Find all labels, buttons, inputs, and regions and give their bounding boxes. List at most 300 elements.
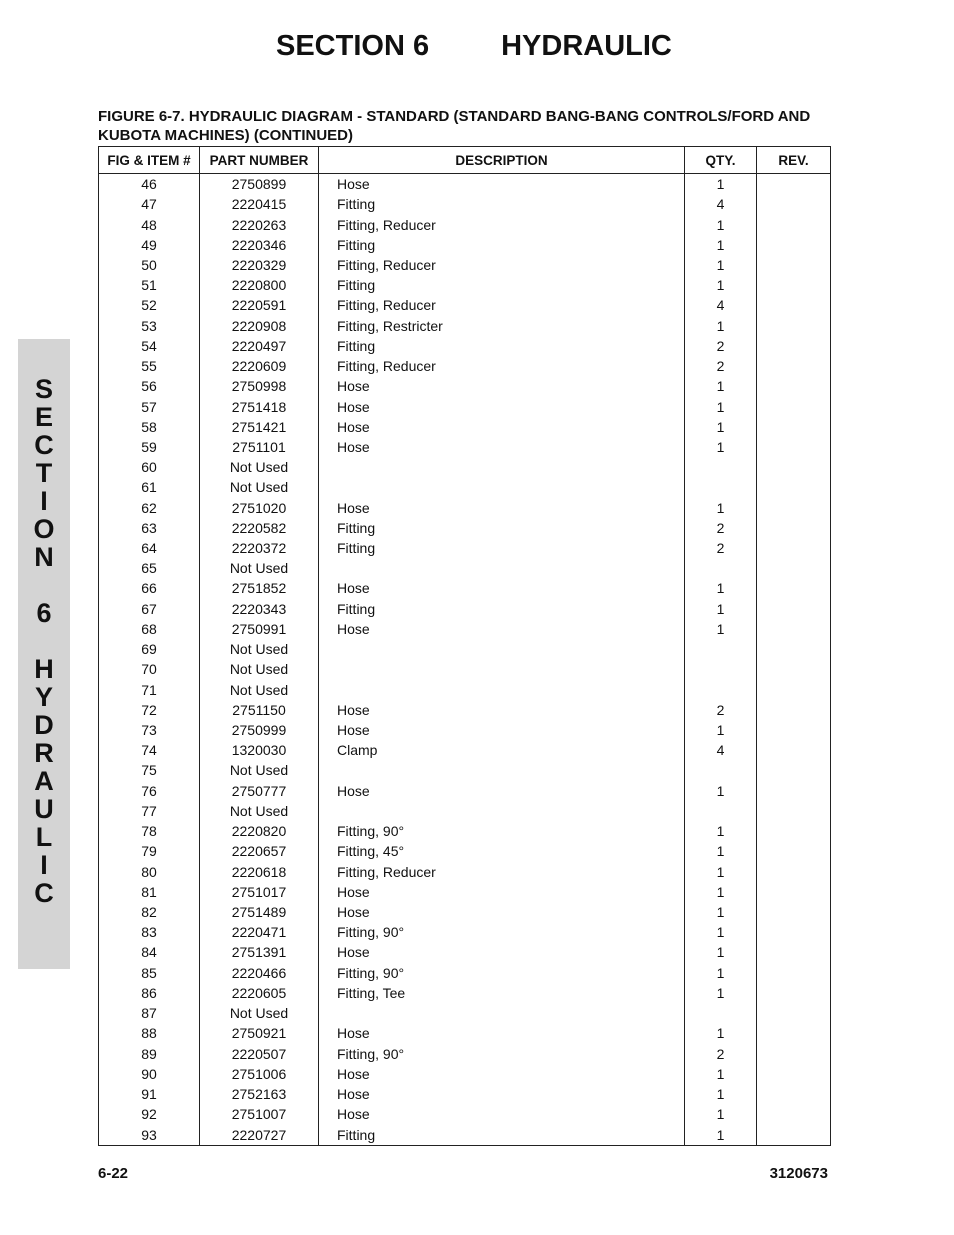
item-number-cell: 53 (99, 316, 200, 336)
revision-cell (757, 821, 831, 841)
description-cell: Fitting, 90° (319, 821, 685, 841)
figure-title: FIGURE 6-7. HYDRAULIC DIAGRAM - STANDARD (STANDARD BANG-BANG CONTROLS/FORD AND KUBOTA MACHINES) (CONTINUED) (98, 108, 811, 144)
side-tab-word: H Y D R A U L I C (34, 654, 54, 908)
quantity-cell: 1 (685, 841, 757, 861)
revision-cell (757, 781, 831, 801)
parts-table (98, 146, 831, 1146)
part-number-cell: Not Used (200, 659, 319, 679)
document-number: 3120673 (769, 1165, 828, 1182)
part-number-cell: Not Used (200, 477, 319, 497)
table-row (99, 1023, 831, 1043)
description-cell: Fitting (319, 336, 685, 356)
description-cell: Fitting, 90° (319, 1043, 685, 1063)
description-cell (319, 457, 685, 477)
item-number-cell: 89 (99, 1043, 200, 1063)
revision-cell (757, 376, 831, 396)
part-number-cell: 2750998 (200, 376, 319, 396)
table-row (99, 760, 831, 780)
item-number-cell: 91 (99, 1084, 200, 1104)
quantity-cell (685, 1003, 757, 1023)
table-row (99, 356, 831, 376)
revision-cell (757, 1124, 831, 1145)
item-number-cell: 77 (99, 801, 200, 821)
part-number-cell: 2751017 (200, 882, 319, 902)
table-row (99, 639, 831, 659)
part-number-cell: 1320030 (200, 740, 319, 760)
description-cell: Fitting, Reducer (319, 255, 685, 275)
quantity-cell: 1 (685, 902, 757, 922)
revision-cell (757, 558, 831, 578)
revision-cell (757, 619, 831, 639)
description-cell: Fitting (319, 194, 685, 214)
revision-cell (757, 498, 831, 518)
part-number-cell: 2751101 (200, 437, 319, 457)
quantity-cell: 1 (685, 1104, 757, 1124)
part-number-cell: 2220605 (200, 983, 319, 1003)
table-row (99, 821, 831, 841)
item-number-cell: 58 (99, 417, 200, 437)
description-cell: Fitting (319, 275, 685, 295)
table-row (99, 801, 831, 821)
part-number-cell: 2750777 (200, 781, 319, 801)
revision-cell (757, 963, 831, 983)
table-row (99, 740, 831, 760)
item-number-cell: 74 (99, 740, 200, 760)
quantity-cell: 1 (685, 781, 757, 801)
description-cell: Hose (319, 942, 685, 962)
revision-cell (757, 882, 831, 902)
revision-cell (757, 417, 831, 437)
description-cell: Hose (319, 1064, 685, 1084)
table-row (99, 437, 831, 457)
table-row (99, 861, 831, 881)
item-number-cell: 93 (99, 1124, 200, 1145)
description-cell: Fitting, Reducer (319, 295, 685, 315)
table-row (99, 902, 831, 922)
description-cell: Hose (319, 578, 685, 598)
table-row (99, 700, 831, 720)
quantity-cell: 4 (685, 740, 757, 760)
revision-cell (757, 316, 831, 336)
table-row (99, 498, 831, 518)
revision-cell (757, 255, 831, 275)
part-number-cell: Not Used (200, 801, 319, 821)
quantity-cell: 1 (685, 821, 757, 841)
revision-cell (757, 275, 831, 295)
revision-cell (757, 679, 831, 699)
item-number-cell: 82 (99, 902, 200, 922)
side-tab-letters (18, 375, 70, 907)
quantity-cell: 1 (685, 922, 757, 942)
part-number-cell: 2220609 (200, 356, 319, 376)
part-number-cell: 2220329 (200, 255, 319, 275)
item-number-cell: 67 (99, 599, 200, 619)
revision-cell (757, 194, 831, 214)
revision-cell (757, 518, 831, 538)
part-number-cell: 2220507 (200, 1043, 319, 1063)
description-cell: Hose (319, 417, 685, 437)
table-row (99, 781, 831, 801)
revision-cell (757, 902, 831, 922)
item-number-cell: 85 (99, 963, 200, 983)
item-number-cell: 75 (99, 760, 200, 780)
quantity-cell: 1 (685, 1023, 757, 1043)
part-number-cell: 2750899 (200, 174, 319, 195)
part-number-cell: Not Used (200, 457, 319, 477)
item-number-cell: 56 (99, 376, 200, 396)
part-number-cell: 2220657 (200, 841, 319, 861)
description-cell (319, 477, 685, 497)
description-cell: Hose (319, 902, 685, 922)
table-row (99, 659, 831, 679)
revision-cell (757, 922, 831, 942)
revision-cell (757, 801, 831, 821)
table-row (99, 214, 831, 234)
quantity-cell (685, 457, 757, 477)
description-cell: Fitting, 45° (319, 841, 685, 861)
description-cell (319, 558, 685, 578)
description-cell: Fitting, Reducer (319, 356, 685, 376)
part-number-cell: Not Used (200, 639, 319, 659)
part-number-cell: 2220591 (200, 295, 319, 315)
quantity-cell: 4 (685, 194, 757, 214)
item-number-cell: 80 (99, 861, 200, 881)
quantity-cell (685, 558, 757, 578)
revision-cell (757, 599, 831, 619)
part-number-cell: 2220466 (200, 963, 319, 983)
revision-cell (757, 214, 831, 234)
table-row (99, 679, 831, 699)
item-number-cell: 55 (99, 356, 200, 376)
part-number-cell: 2750999 (200, 720, 319, 740)
revision-cell (757, 336, 831, 356)
item-number-cell: 47 (99, 194, 200, 214)
quantity-cell: 1 (685, 882, 757, 902)
column-header-item: FIG & ITEM # (99, 147, 200, 174)
part-number-cell: Not Used (200, 1003, 319, 1023)
quantity-cell: 1 (685, 942, 757, 962)
quantity-cell: 1 (685, 255, 757, 275)
table-row (99, 295, 831, 315)
description-cell: Hose (319, 396, 685, 416)
item-number-cell: 54 (99, 336, 200, 356)
quantity-cell: 1 (685, 578, 757, 598)
quantity-cell: 1 (685, 275, 757, 295)
part-number-cell: 2220372 (200, 538, 319, 558)
item-number-cell: 59 (99, 437, 200, 457)
description-cell: Fitting, 90° (319, 922, 685, 942)
description-cell: Hose (319, 700, 685, 720)
quantity-cell: 1 (685, 174, 757, 195)
table-row (99, 1064, 831, 1084)
item-number-cell: 84 (99, 942, 200, 962)
description-cell: Hose (319, 498, 685, 518)
part-number-cell: 2220820 (200, 821, 319, 841)
quantity-cell: 1 (685, 376, 757, 396)
page-number: 6-22 (98, 1165, 129, 1182)
quantity-cell: 1 (685, 214, 757, 234)
quantity-cell: 1 (685, 619, 757, 639)
side-tab-word: S E C T I O N (33, 374, 55, 572)
table-row (99, 720, 831, 740)
description-cell: Hose (319, 376, 685, 396)
item-number-cell: 83 (99, 922, 200, 942)
description-cell: Hose (319, 1023, 685, 1043)
section-side-tab (18, 339, 70, 969)
part-number-cell: 2220727 (200, 1124, 319, 1145)
quantity-cell: 2 (685, 336, 757, 356)
description-cell: Fitting (319, 235, 685, 255)
quantity-cell: 1 (685, 1124, 757, 1145)
quantity-cell: 2 (685, 538, 757, 558)
quantity-cell: 2 (685, 1043, 757, 1063)
item-number-cell: 72 (99, 700, 200, 720)
table-row (99, 578, 831, 598)
description-cell: Clamp (319, 740, 685, 760)
item-number-cell: 78 (99, 821, 200, 841)
item-number-cell: 71 (99, 679, 200, 699)
description-cell: Hose (319, 174, 685, 195)
description-cell (319, 659, 685, 679)
description-cell: Fitting (319, 599, 685, 619)
quantity-cell: 1 (685, 963, 757, 983)
table-row (99, 983, 831, 1003)
item-number-cell: 50 (99, 255, 200, 275)
quantity-cell (685, 801, 757, 821)
quantity-cell: 1 (685, 437, 757, 457)
item-number-cell: 46 (99, 174, 200, 195)
item-number-cell: 57 (99, 396, 200, 416)
part-number-cell: 2220263 (200, 214, 319, 234)
description-cell (319, 801, 685, 821)
item-number-cell: 63 (99, 518, 200, 538)
table-row (99, 417, 831, 437)
revision-cell (757, 295, 831, 315)
item-number-cell: 69 (99, 639, 200, 659)
item-number-cell: 92 (99, 1104, 200, 1124)
quantity-cell: 2 (685, 518, 757, 538)
description-cell (319, 1003, 685, 1023)
revision-cell (757, 861, 831, 881)
part-number-cell: 2750991 (200, 619, 319, 639)
item-number-cell: 81 (99, 882, 200, 902)
revision-cell (757, 1084, 831, 1104)
table-row (99, 1084, 831, 1104)
revision-cell (757, 437, 831, 457)
revision-cell (757, 942, 831, 962)
part-number-cell: 2220346 (200, 235, 319, 255)
table-row (99, 1043, 831, 1063)
table-row (99, 174, 831, 195)
part-number-cell: 2220582 (200, 518, 319, 538)
column-header-rev: REV. (757, 147, 831, 174)
part-number-cell: 2220800 (200, 275, 319, 295)
description-cell: Fitting, Reducer (319, 214, 685, 234)
table-row (99, 841, 831, 861)
quantity-cell (685, 477, 757, 497)
description-cell: Hose (319, 1084, 685, 1104)
table-row (99, 255, 831, 275)
quantity-cell: 1 (685, 417, 757, 437)
description-cell: Fitting, Restricter (319, 316, 685, 336)
revision-cell (757, 983, 831, 1003)
table-row (99, 376, 831, 396)
revision-cell (757, 1064, 831, 1084)
table-row (99, 922, 831, 942)
part-number-cell: Not Used (200, 558, 319, 578)
revision-cell (757, 659, 831, 679)
table-row (99, 1124, 831, 1145)
table-row (99, 275, 831, 295)
quantity-cell (685, 760, 757, 780)
quantity-cell: 1 (685, 1084, 757, 1104)
item-number-cell: 51 (99, 275, 200, 295)
item-number-cell: 65 (99, 558, 200, 578)
item-number-cell: 87 (99, 1003, 200, 1023)
revision-cell (757, 538, 831, 558)
part-number-cell: 2750921 (200, 1023, 319, 1043)
column-header-qty: QTY. (685, 147, 757, 174)
revision-cell (757, 457, 831, 477)
table-row (99, 396, 831, 416)
quantity-cell: 1 (685, 983, 757, 1003)
table-header-row (99, 147, 831, 174)
table-row (99, 457, 831, 477)
description-cell: Hose (319, 1104, 685, 1124)
item-number-cell: 61 (99, 477, 200, 497)
item-number-cell: 86 (99, 983, 200, 1003)
revision-cell (757, 700, 831, 720)
part-number-cell: 2751421 (200, 417, 319, 437)
revision-cell (757, 396, 831, 416)
table-row (99, 235, 831, 255)
item-number-cell: 66 (99, 578, 200, 598)
item-number-cell: 76 (99, 781, 200, 801)
part-number-cell: Not Used (200, 679, 319, 699)
part-number-cell: 2751852 (200, 578, 319, 598)
part-number-cell: 2220415 (200, 194, 319, 214)
description-cell: Fitting, 90° (319, 963, 685, 983)
quantity-cell: 1 (685, 498, 757, 518)
part-number-cell: 2751150 (200, 700, 319, 720)
revision-cell (757, 841, 831, 861)
revision-cell (757, 578, 831, 598)
revision-cell (757, 356, 831, 376)
revision-cell (757, 1023, 831, 1043)
revision-cell (757, 720, 831, 740)
revision-cell (757, 1043, 831, 1063)
revision-cell (757, 639, 831, 659)
item-number-cell: 79 (99, 841, 200, 861)
quantity-cell: 1 (685, 316, 757, 336)
part-number-cell: 2751391 (200, 942, 319, 962)
table-row (99, 1003, 831, 1023)
part-number-cell: 2752163 (200, 1084, 319, 1104)
section-name: HYDRAULIC (501, 30, 672, 62)
quantity-cell: 1 (685, 599, 757, 619)
item-number-cell: 52 (99, 295, 200, 315)
table-row (99, 558, 831, 578)
revision-cell (757, 174, 831, 195)
description-cell: Fitting (319, 1124, 685, 1145)
part-number-cell: 2751418 (200, 396, 319, 416)
part-number-cell: 2220497 (200, 336, 319, 356)
quantity-cell (685, 659, 757, 679)
revision-cell (757, 235, 831, 255)
revision-cell (757, 740, 831, 760)
part-number-cell: 2220618 (200, 861, 319, 881)
description-cell: Hose (319, 619, 685, 639)
description-cell (319, 679, 685, 699)
revision-cell (757, 1104, 831, 1124)
description-cell: Fitting, Reducer (319, 861, 685, 881)
part-number-cell: 2220908 (200, 316, 319, 336)
item-number-cell: 49 (99, 235, 200, 255)
item-number-cell: 62 (99, 498, 200, 518)
section-label: SECTION 6 (276, 30, 430, 62)
table-row (99, 316, 831, 336)
part-number-cell: Not Used (200, 760, 319, 780)
part-number-cell: 2751006 (200, 1064, 319, 1084)
part-number-cell: 2751020 (200, 498, 319, 518)
description-cell: Hose (319, 437, 685, 457)
quantity-cell: 1 (685, 396, 757, 416)
table-row (99, 477, 831, 497)
quantity-cell: 2 (685, 356, 757, 376)
description-cell: Fitting (319, 518, 685, 538)
description-cell: Hose (319, 882, 685, 902)
side-tab-word: 6 (36, 598, 52, 628)
description-cell: Hose (319, 720, 685, 740)
description-cell: Fitting, Tee (319, 983, 685, 1003)
column-header-description: DESCRIPTION (319, 147, 685, 174)
table-row (99, 194, 831, 214)
revision-cell (757, 1003, 831, 1023)
item-number-cell: 90 (99, 1064, 200, 1084)
item-number-cell: 68 (99, 619, 200, 639)
table-row (99, 538, 831, 558)
table-row (99, 963, 831, 983)
item-number-cell: 64 (99, 538, 200, 558)
quantity-cell: 1 (685, 861, 757, 881)
quantity-cell (685, 679, 757, 699)
quantity-cell: 1 (685, 1064, 757, 1084)
table-row (99, 942, 831, 962)
page-title (276, 30, 672, 63)
table-row (99, 518, 831, 538)
quantity-cell: 2 (685, 700, 757, 720)
description-cell: Fitting (319, 538, 685, 558)
part-number-cell: 2751489 (200, 902, 319, 922)
item-number-cell: 60 (99, 457, 200, 477)
part-number-cell: 2220471 (200, 922, 319, 942)
quantity-cell: 1 (685, 235, 757, 255)
description-cell (319, 639, 685, 659)
quantity-cell: 4 (685, 295, 757, 315)
description-cell (319, 760, 685, 780)
item-number-cell: 70 (99, 659, 200, 679)
revision-cell (757, 760, 831, 780)
item-number-cell: 73 (99, 720, 200, 740)
revision-cell (757, 477, 831, 497)
table-row (99, 619, 831, 639)
table-row (99, 1104, 831, 1124)
parts-table-body (99, 174, 831, 1146)
part-number-cell: 2220343 (200, 599, 319, 619)
quantity-cell: 1 (685, 720, 757, 740)
table-row (99, 336, 831, 356)
table-row (99, 882, 831, 902)
